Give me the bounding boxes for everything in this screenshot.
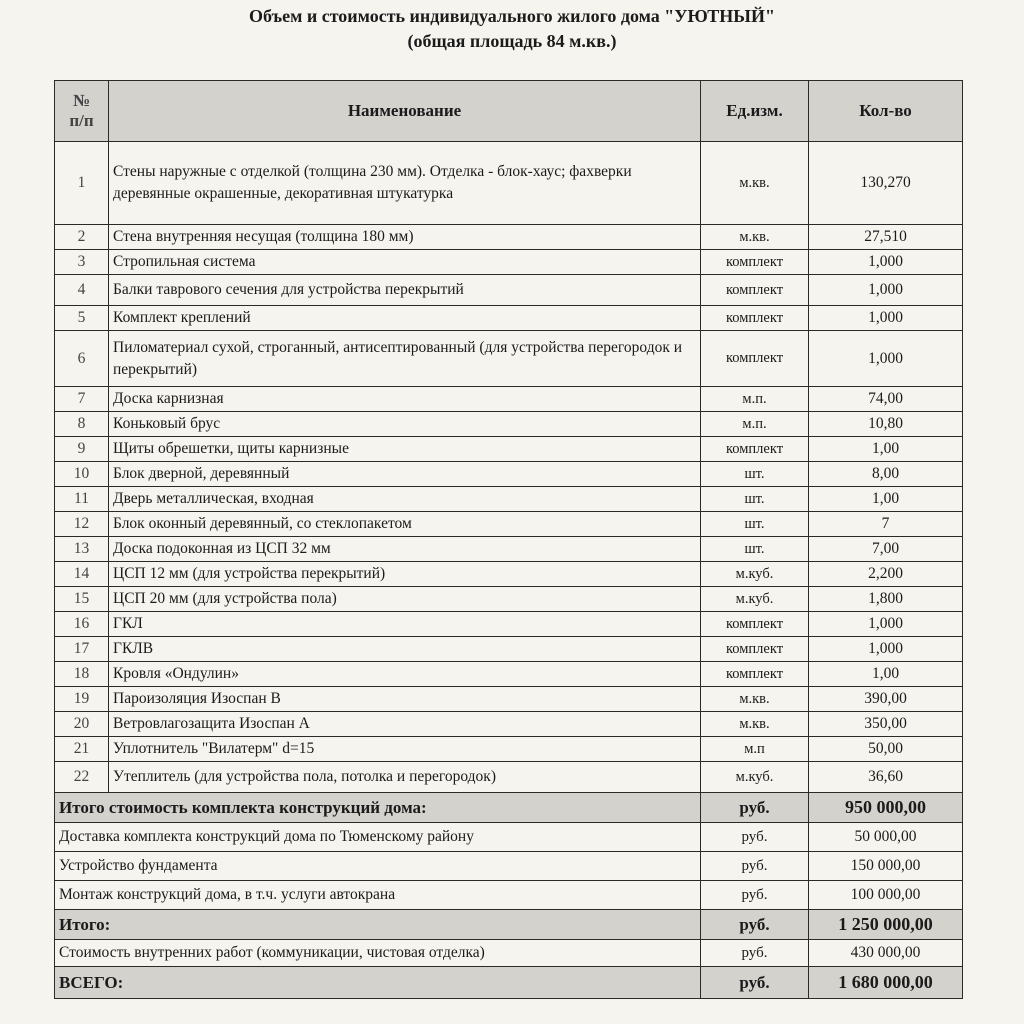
table-row bbox=[55, 437, 963, 462]
row-unit: м.п. bbox=[701, 412, 809, 437]
row-unit: комплект bbox=[701, 662, 809, 687]
row-unit: м.куб. bbox=[701, 587, 809, 612]
row-unit: м.куб. bbox=[701, 562, 809, 587]
extra-cost-row bbox=[55, 852, 963, 881]
row-name: Блок дверной, деревянный bbox=[109, 462, 701, 487]
table-row bbox=[55, 387, 963, 412]
interior-works-row-label: Стоимость внутренних работ (коммуникации, чистовая отделка) bbox=[55, 940, 701, 967]
row-quantity: 1,000 bbox=[809, 637, 963, 662]
row-unit: комплект bbox=[701, 437, 809, 462]
extra-cost-row bbox=[55, 823, 963, 852]
row-number: 4 bbox=[55, 275, 109, 306]
row-unit: комплект bbox=[701, 637, 809, 662]
row-unit: комплект bbox=[701, 612, 809, 637]
specification-table bbox=[54, 80, 963, 999]
row-quantity: 1,000 bbox=[809, 250, 963, 275]
table-row bbox=[55, 687, 963, 712]
row-number: 17 bbox=[55, 637, 109, 662]
row-quantity: 7 bbox=[809, 512, 963, 537]
row-name: Пиломатериал сухой, строганный, антисептированный (для устройства перегородок и перекрытий) bbox=[109, 331, 701, 387]
grand-total-row bbox=[55, 967, 963, 999]
row-quantity: 8,00 bbox=[809, 462, 963, 487]
table-row bbox=[55, 662, 963, 687]
row-number: 13 bbox=[55, 537, 109, 562]
row-quantity: 1,800 bbox=[809, 587, 963, 612]
table-row bbox=[55, 412, 963, 437]
row-name: Кровля «Ондулин» bbox=[109, 662, 701, 687]
row-unit: шт. bbox=[701, 512, 809, 537]
subtotal-row bbox=[55, 910, 963, 940]
row-name: Коньковый брус bbox=[109, 412, 701, 437]
row-unit: шт. bbox=[701, 487, 809, 512]
row-unit: м.кв. bbox=[701, 687, 809, 712]
row-quantity: 1,000 bbox=[809, 612, 963, 637]
row-name: ЦСП 20 мм (для устройства пола) bbox=[109, 587, 701, 612]
interior-works-row bbox=[55, 940, 963, 967]
row-name: Стена внутренняя несущая (толщина 180 мм) bbox=[109, 225, 701, 250]
table-row bbox=[55, 462, 963, 487]
column-header-unit: Ед.изм. bbox=[701, 81, 809, 142]
row-unit: м.п. bbox=[701, 387, 809, 412]
extra-cost-row-unit: руб. bbox=[701, 852, 809, 881]
row-unit: м.п bbox=[701, 737, 809, 762]
row-quantity: 1,000 bbox=[809, 275, 963, 306]
row-unit: комплект bbox=[701, 331, 809, 387]
row-number: 21 bbox=[55, 737, 109, 762]
row-quantity: 2,200 bbox=[809, 562, 963, 587]
row-name: ГКЛВ bbox=[109, 637, 701, 662]
row-number: 6 bbox=[55, 331, 109, 387]
table-row bbox=[55, 612, 963, 637]
row-name: Стены наружные с отделкой (толщина 230 мм). Отделка - блок-хаус; фахверки деревянные окрашенные, декоративная штукатурка bbox=[109, 142, 701, 225]
extra-cost-row-unit: руб. bbox=[701, 823, 809, 852]
row-quantity: 50,00 bbox=[809, 737, 963, 762]
kit-total-row-label: Итого стоимость комплекта конструкций дома: bbox=[55, 793, 701, 823]
row-name: Дверь металлическая, входная bbox=[109, 487, 701, 512]
grand-total-row-unit: руб. bbox=[701, 967, 809, 999]
row-number: 19 bbox=[55, 687, 109, 712]
row-name: Пароизоляция Изоспан В bbox=[109, 687, 701, 712]
table-row bbox=[55, 250, 963, 275]
table-row bbox=[55, 537, 963, 562]
table-row bbox=[55, 225, 963, 250]
row-name: Комплект креплений bbox=[109, 306, 701, 331]
extra-cost-row-unit: руб. bbox=[701, 881, 809, 910]
row-quantity: 1,000 bbox=[809, 306, 963, 331]
row-number: 14 bbox=[55, 562, 109, 587]
row-name: Уплотнитель "Вилатерм" d=15 bbox=[109, 737, 701, 762]
row-number: 8 bbox=[55, 412, 109, 437]
row-unit: м.кв. bbox=[701, 712, 809, 737]
row-quantity: 74,00 bbox=[809, 387, 963, 412]
subtotal-row-unit: руб. bbox=[701, 910, 809, 940]
table-row bbox=[55, 306, 963, 331]
row-quantity: 390,00 bbox=[809, 687, 963, 712]
table-row bbox=[55, 275, 963, 306]
row-number: 11 bbox=[55, 487, 109, 512]
table-row bbox=[55, 737, 963, 762]
row-quantity: 1,00 bbox=[809, 487, 963, 512]
extra-cost-row-label: Монтаж конструкций дома, в т.ч. услуги автокрана bbox=[55, 881, 701, 910]
table-row bbox=[55, 142, 963, 225]
table-row bbox=[55, 562, 963, 587]
table-header-row bbox=[55, 81, 963, 142]
kit-total-row bbox=[55, 793, 963, 823]
row-number: 5 bbox=[55, 306, 109, 331]
row-unit: шт. bbox=[701, 462, 809, 487]
extra-cost-row-amount: 150 000,00 bbox=[809, 852, 963, 881]
column-header-name: Наименование bbox=[109, 81, 701, 142]
row-number: 22 bbox=[55, 762, 109, 793]
row-quantity: 10,80 bbox=[809, 412, 963, 437]
row-number: 12 bbox=[55, 512, 109, 537]
row-quantity: 1,00 bbox=[809, 437, 963, 462]
table-row bbox=[55, 587, 963, 612]
table-row bbox=[55, 637, 963, 662]
interior-works-row-unit: руб. bbox=[701, 940, 809, 967]
row-unit: м.кв. bbox=[701, 142, 809, 225]
row-name: Блок оконный деревянный, со стеклопакетом bbox=[109, 512, 701, 537]
subtotal-row-label: Итого: bbox=[55, 910, 701, 940]
extra-cost-row-amount: 100 000,00 bbox=[809, 881, 963, 910]
row-quantity: 1,000 bbox=[809, 331, 963, 387]
extra-cost-row-amount: 50 000,00 bbox=[809, 823, 963, 852]
row-quantity: 1,00 bbox=[809, 662, 963, 687]
row-unit: комплект bbox=[701, 306, 809, 331]
document-header bbox=[0, 4, 1024, 54]
extra-cost-row-label: Устройство фундамента bbox=[55, 852, 701, 881]
column-header-quantity: Кол-во bbox=[809, 81, 963, 142]
row-name: ГКЛ bbox=[109, 612, 701, 637]
row-number: 20 bbox=[55, 712, 109, 737]
row-number: 16 bbox=[55, 612, 109, 637]
column-header-number: № п/п bbox=[55, 81, 109, 142]
row-number: 9 bbox=[55, 437, 109, 462]
table-body bbox=[55, 142, 963, 999]
row-number: 10 bbox=[55, 462, 109, 487]
row-name: Доска карнизная bbox=[109, 387, 701, 412]
row-name: Щиты обрешетки, щиты карнизные bbox=[109, 437, 701, 462]
row-name: ЦСП 12 мм (для устройства перекрытий) bbox=[109, 562, 701, 587]
table-row bbox=[55, 712, 963, 737]
document-subtitle: (общая площадь 84 м.кв.) bbox=[407, 31, 617, 51]
row-number: 2 bbox=[55, 225, 109, 250]
row-name: Доска подоконная из ЦСП 32 мм bbox=[109, 537, 701, 562]
grand-total-row-amount: 1 680 000,00 bbox=[809, 967, 963, 999]
row-unit: м.кв. bbox=[701, 225, 809, 250]
row-number: 3 bbox=[55, 250, 109, 275]
kit-total-row-amount: 950 000,00 bbox=[809, 793, 963, 823]
row-unit: м.куб. bbox=[701, 762, 809, 793]
row-name: Стропильная система bbox=[109, 250, 701, 275]
row-unit: комплект bbox=[701, 250, 809, 275]
table-row bbox=[55, 487, 963, 512]
row-quantity: 350,00 bbox=[809, 712, 963, 737]
row-name: Ветровлагозащита Изоспан А bbox=[109, 712, 701, 737]
subtotal-row-amount: 1 250 000,00 bbox=[809, 910, 963, 940]
table-row bbox=[55, 331, 963, 387]
document-title: Объем и стоимость индивидуального жилого дома "УЮТНЫЙ" bbox=[249, 6, 775, 26]
row-unit: шт. bbox=[701, 537, 809, 562]
row-quantity: 36,60 bbox=[809, 762, 963, 793]
extra-cost-row bbox=[55, 881, 963, 910]
row-quantity: 27,510 bbox=[809, 225, 963, 250]
row-quantity: 130,270 bbox=[809, 142, 963, 225]
row-name: Балки таврового сечения для устройства перекрытий bbox=[109, 275, 701, 306]
row-unit: комплект bbox=[701, 275, 809, 306]
interior-works-row-amount: 430 000,00 bbox=[809, 940, 963, 967]
row-number: 1 bbox=[55, 142, 109, 225]
kit-total-row-unit: руб. bbox=[701, 793, 809, 823]
row-number: 7 bbox=[55, 387, 109, 412]
table-row bbox=[55, 762, 963, 793]
table-row bbox=[55, 512, 963, 537]
grand-total-row-label: ВСЕГО: bbox=[55, 967, 701, 999]
row-number: 15 bbox=[55, 587, 109, 612]
row-name: Утеплитель (для устройства пола, потолка и перегородок) bbox=[109, 762, 701, 793]
row-number: 18 bbox=[55, 662, 109, 687]
row-quantity: 7,00 bbox=[809, 537, 963, 562]
extra-cost-row-label: Доставка комплекта конструкций дома по Тюменскому району bbox=[55, 823, 701, 852]
